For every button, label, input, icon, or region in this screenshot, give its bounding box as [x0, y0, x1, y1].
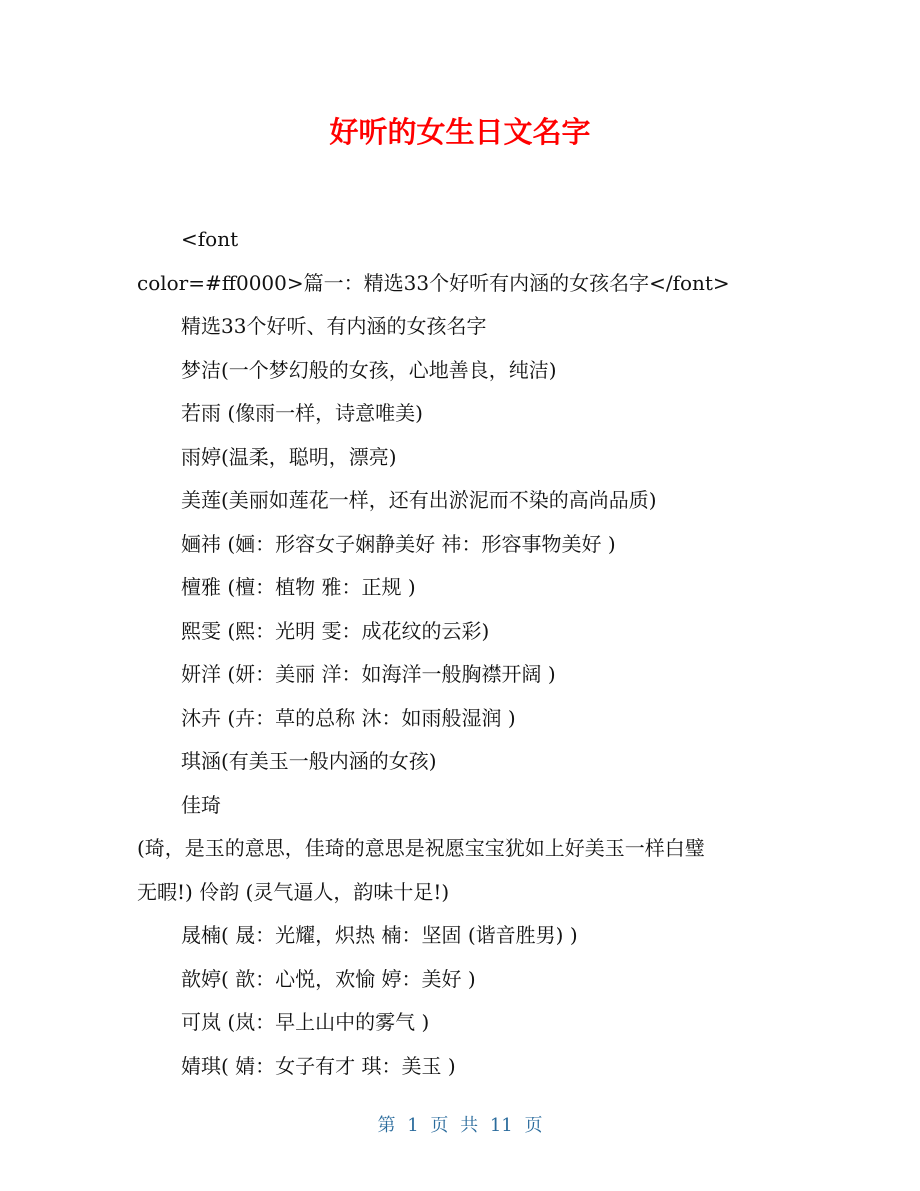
- paragraph-line: 雨婷(温柔，聪明，漂亮): [181, 444, 397, 469]
- paragraph-line: 沐卉 (卉：草的总称 沐：如雨般湿润 ): [181, 705, 516, 730]
- paragraph-line: 檀雅 (檀：植物 雅：正规 ): [181, 575, 416, 599]
- paragraph-line: 琪涵(有美玉一般内涵的女孩): [181, 749, 437, 773]
- paragraph-line: (琦，是玉的意思，佳琦的意思是祝愿宝宝犹如上好美玉一样白璧: [137, 836, 705, 860]
- paragraph-line: color=#ff0000>篇一：精选33个好听有内涵的女孩名字</font>: [137, 270, 730, 295]
- paragraph-line: 无暇!) 伶韵 (灵气逼人，韵味十足!): [137, 879, 450, 904]
- paragraph-line: 婳祎 (婳：形容女子娴静美好 祎：形容事物美好 ): [181, 531, 616, 556]
- paragraph-line: 妍洋 (妍：美丽 洋：如海洋一般胸襟开阔 ): [181, 662, 556, 686]
- paragraph-line: <font: [181, 227, 239, 251]
- paragraph-line: 歆婷( 歆：心悦，欢愉 婷：美好 ): [181, 966, 476, 991]
- paragraph-line: 梦洁(一个梦幻般的女孩，心地善良，纯洁): [181, 357, 557, 382]
- paragraph-line: 婧琪( 婧：女子有才 琪：美玉 ): [181, 1053, 456, 1078]
- paragraph-line: 可岚 (岚：早上山中的雾气 ): [181, 1010, 430, 1034]
- document-body: [137, 218, 787, 1088]
- page-number-footer: 第 1 页 共 11 页: [377, 1115, 543, 1136]
- paragraph-line: 佳琦: [181, 792, 221, 817]
- paragraph-line: 精选33个好听、有内涵的女孩名字: [181, 314, 487, 338]
- paragraph-line: 美莲(美丽如莲花一样，还有出淤泥而不染的高尚品质): [181, 488, 657, 512]
- document-title: 好听的女生日文名字: [329, 115, 591, 149]
- paragraph-line: 若雨 (像雨一样，诗意唯美): [181, 401, 423, 425]
- paragraph-line: 晟楠( 晟：光耀，炽热 楠：坚固 (谐音胜男) ): [181, 923, 578, 947]
- paragraph-line: 熙雯 (熙：光明 雯：成花纹的云彩): [181, 618, 490, 643]
